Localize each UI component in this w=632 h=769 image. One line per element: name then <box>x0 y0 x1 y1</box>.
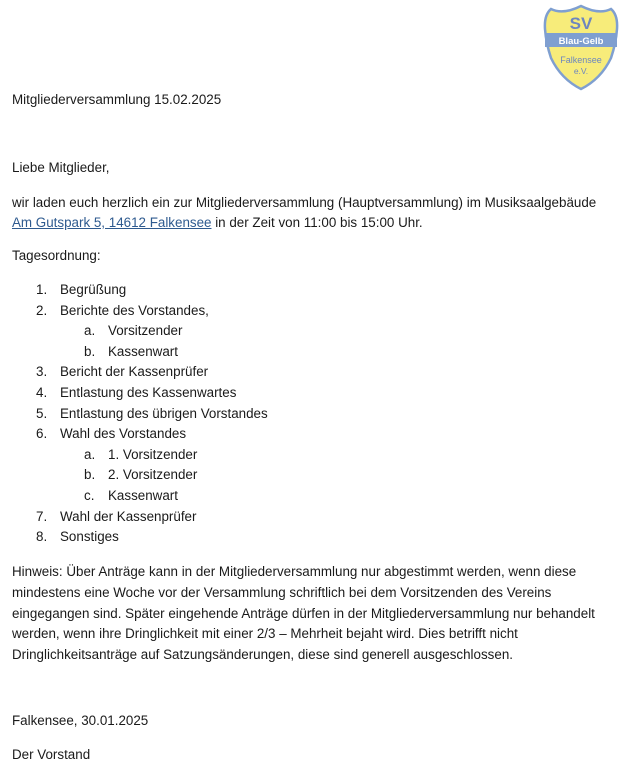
agenda-item-number: 4. <box>36 385 48 400</box>
agenda-item-label: 1. Vorsitzender <box>108 446 198 462</box>
agenda-heading: Tagesordnung: <box>12 248 101 263</box>
agenda-item-label: Entlastung des übrigen Vorstandes <box>60 405 268 421</box>
logo-top-text: SV <box>569 14 593 33</box>
agenda-item-label: Sonstiges <box>60 529 119 545</box>
agenda-item-label: Wahl der Kassenprüfer <box>60 508 197 524</box>
agenda-item-number: 5. <box>36 405 48 421</box>
agenda-item-label: Entlastung des Kassenwartes <box>60 385 237 400</box>
agenda-item-number: a. <box>84 323 96 339</box>
agenda-item-label: Wahl des Vorstandes <box>60 426 187 442</box>
agenda-item-number: b. <box>84 343 96 359</box>
greeting: Liebe Mitglieder, <box>12 160 110 175</box>
invitation-line-2 <box>12 213 423 233</box>
document-title: Mitgliederversammlung 15.02.2025 <box>12 92 222 107</box>
agenda-item-label: Bericht der Kassenprüfer <box>60 364 209 380</box>
agenda-item-number: 1. <box>36 282 48 297</box>
agenda-item-label: 2. Vorsitzender <box>108 467 198 483</box>
logo-band-text: Blau-Gelb <box>558 36 604 47</box>
agenda-item-label: Berichte des Vorstandes, <box>60 302 209 318</box>
agenda-item-label: Vorsitzender <box>108 323 183 339</box>
agenda-item-number: 7. <box>36 508 48 524</box>
agenda-item-number: b. <box>84 467 96 483</box>
address-link[interactable]: Am Gutspark 5, 14612 Falkensee <box>12 215 212 230</box>
note-paragraph: Hinweis: Über Anträge kann in der Mitgliederversammlung nur abgestimmt werden, wenn diese mindestens eine Woche vor der Versammlung schriftlich bei dem Vorsitzenden des Vereins eingegangen sind. Später eingehende Anträge dürfen in der Mitgliederversammlung nur behandelt werden, wenn ihre Dringlichkeit mit einer 2/3 – Mehrheit bejaht wird. Dies betrifft nicht Dringlichkeitsanträge auf Satzungsänderungen, diese sind generell ausgeschlossen. <box>12 564 595 663</box>
club-logo <box>543 3 619 91</box>
agenda-item-number: 2. <box>36 302 48 318</box>
agenda-item-number: a. <box>84 446 96 462</box>
agenda-item-number: c. <box>84 488 95 503</box>
agenda-item-number: 6. <box>36 426 48 442</box>
logo-bottom-text: Falkensee <box>560 55 602 65</box>
place-date: Falkensee, 30.01.2025 <box>12 713 149 728</box>
signature: Der Vorstand <box>12 747 91 762</box>
agenda-item-number: 8. <box>36 529 48 545</box>
agenda-item-label: Begrüßung <box>60 282 127 297</box>
invitation-time: in der Zeit von 11:00 bis 15:00 Uhr. <box>211 215 423 230</box>
logo-suffix-text: e.V. <box>573 66 589 76</box>
invitation-line-1: wir laden euch herzlich ein zur Mitgliederversammlung (Hauptversammlung) im Musiksaalgebäude <box>12 195 597 210</box>
agenda-item-label: Kassenwart <box>108 343 178 359</box>
agenda-item-number: 3. <box>36 364 48 380</box>
agenda-item-label: Kassenwart <box>108 488 178 503</box>
